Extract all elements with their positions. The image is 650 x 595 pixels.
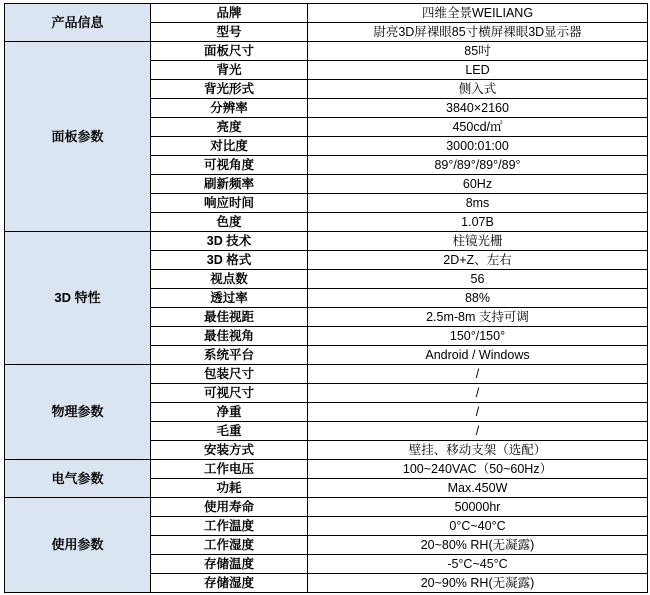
category-cell: 3D 特性 (5, 232, 151, 365)
table-row (5, 460, 648, 479)
spec-value: 88% (308, 289, 648, 308)
table-row (5, 232, 648, 251)
spec-label: 毛重 (151, 422, 308, 441)
spec-value: 8ms (308, 194, 648, 213)
spec-value: 3000:01:00 (308, 137, 648, 156)
spec-label: 分辨率 (151, 99, 308, 118)
spec-value: 100~240VAC（50~60Hz） (308, 460, 648, 479)
spec-value: 0°C~40°C (308, 517, 648, 536)
spec-label: 色度 (151, 213, 308, 232)
spec-label: 存储湿度 (151, 574, 308, 593)
spec-value: 60Hz (308, 175, 648, 194)
table-row (5, 365, 648, 384)
spec-label: 3D 技术 (151, 232, 308, 251)
spec-value: LED (308, 61, 648, 80)
spec-value: 尉亮3D屏裸眼85寸横屏裸眼3D显示器 (308, 23, 648, 42)
spec-value: 20~90% RH(无凝露) (308, 574, 648, 593)
spec-label: 可视尺寸 (151, 384, 308, 403)
category-cell: 使用参数 (5, 498, 151, 593)
spec-value: 85吋 (308, 42, 648, 61)
spec-label: 使用寿命 (151, 498, 308, 517)
spec-value: 壁挂、移动支架（选配） (308, 441, 648, 460)
spec-label: 系统平台 (151, 346, 308, 365)
spec-value: / (308, 422, 648, 441)
table-row (5, 4, 648, 23)
spec-table (4, 3, 648, 593)
spec-label: 最佳视距 (151, 308, 308, 327)
category-cell: 产品信息 (5, 4, 151, 42)
spec-value: 150°/150° (308, 327, 648, 346)
spec-label: 背光 (151, 61, 308, 80)
spec-label: 背光形式 (151, 80, 308, 99)
spec-value: 450cd/㎡ (308, 118, 648, 137)
spec-label: 净重 (151, 403, 308, 422)
spec-label: 安装方式 (151, 441, 308, 460)
spec-value: / (308, 365, 648, 384)
spec-value: 56 (308, 270, 648, 289)
spec-label: 工作湿度 (151, 536, 308, 555)
spec-value: 柱镜光栅 (308, 232, 648, 251)
spec-value: / (308, 384, 648, 403)
spec-label: 3D 格式 (151, 251, 308, 270)
spec-label: 品牌 (151, 4, 308, 23)
category-cell: 面板参数 (5, 42, 151, 232)
spec-value: 四维全景WEILIANG (308, 4, 648, 23)
spec-label: 亮度 (151, 118, 308, 137)
spec-label: 工作电压 (151, 460, 308, 479)
spec-label: 对比度 (151, 137, 308, 156)
spec-label: 面板尺寸 (151, 42, 308, 61)
spec-value: Max.450W (308, 479, 648, 498)
spec-value: 50000hr (308, 498, 648, 517)
spec-label: 最佳视角 (151, 327, 308, 346)
category-cell: 电气参数 (5, 460, 151, 498)
spec-label: 视点数 (151, 270, 308, 289)
spec-value: 20~80% RH(无凝露) (308, 536, 648, 555)
spec-label: 存储温度 (151, 555, 308, 574)
spec-label: 透过率 (151, 289, 308, 308)
spec-table-body (5, 4, 648, 593)
spec-value: 89°/89°/89°/89° (308, 156, 648, 175)
table-row (5, 42, 648, 61)
table-row (5, 498, 648, 517)
spec-value: 2.5m-8m 支持可调 (308, 308, 648, 327)
spec-label: 功耗 (151, 479, 308, 498)
spec-label: 包装尺寸 (151, 365, 308, 384)
spec-label: 型号 (151, 23, 308, 42)
spec-value: 2D+Z、左右 (308, 251, 648, 270)
spec-label: 响应时间 (151, 194, 308, 213)
spec-value: 3840×2160 (308, 99, 648, 118)
spec-value: 侧入式 (308, 80, 648, 99)
spec-value: / (308, 403, 648, 422)
spec-value: -5°C~45°C (308, 555, 648, 574)
spec-label: 可视角度 (151, 156, 308, 175)
spec-value: Android / Windows (308, 346, 648, 365)
spec-label: 刷新频率 (151, 175, 308, 194)
spec-value: 1.07B (308, 213, 648, 232)
category-cell: 物理参数 (5, 365, 151, 460)
spec-label: 工作温度 (151, 517, 308, 536)
